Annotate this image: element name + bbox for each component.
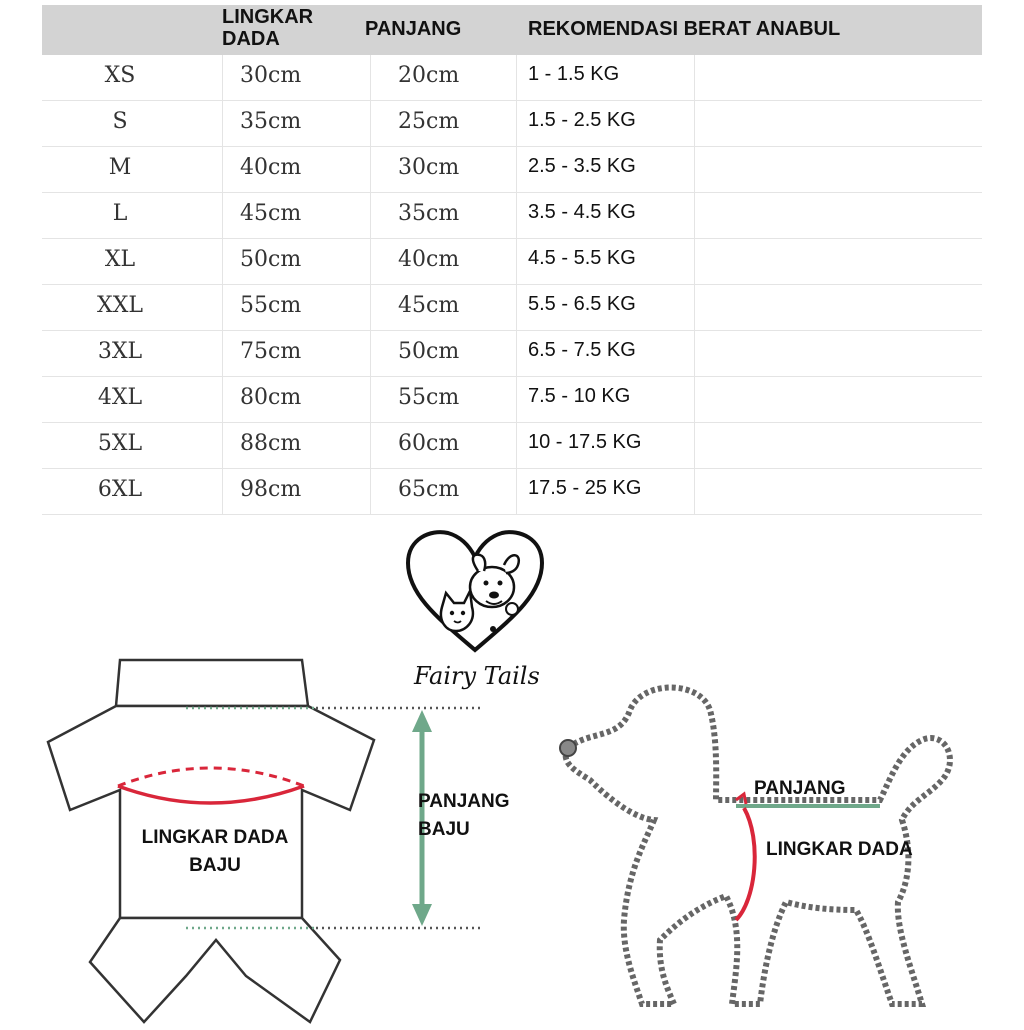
table-cell-weight: 6.5 - 7.5 KG (528, 339, 636, 361)
table-cell-chest: 80cm (240, 385, 302, 410)
table-cell-size: S (112, 109, 128, 134)
header-chest: LINGKAR DADA (222, 6, 314, 50)
table-cell-weight: 1.5 - 2.5 KG (528, 109, 636, 131)
table-cell-weight: 7.5 - 10 KG (528, 385, 631, 407)
table-cell-chest: 35cm (240, 109, 302, 134)
table-cell-length: 60cm (398, 431, 460, 456)
dog-chest-label: LINGKAR DADA (766, 839, 913, 860)
table-cell-chest: 50cm (240, 247, 302, 272)
table-cell-weight: 2.5 - 3.5 KG (528, 155, 636, 177)
table-cell-chest: 45cm (240, 201, 302, 226)
table-cell-chest: 98cm (240, 477, 302, 502)
table-cell-weight: 4.5 - 5.5 KG (528, 247, 636, 269)
table-cell-weight: 17.5 - 25 KG (528, 477, 642, 499)
table-cell-weight: 10 - 17.5 KG (528, 431, 642, 453)
header-length: PANJANG (365, 18, 462, 40)
table-cell-length: 35cm (398, 201, 460, 226)
table-cell-size: XS (104, 63, 136, 88)
table-cell-length: 20cm (398, 63, 460, 88)
table-row-divider (42, 284, 982, 285)
table-row-divider (42, 514, 982, 515)
shirt-chest-label: LINGKAR DADA BAJU (141, 827, 289, 876)
table-row-divider (42, 146, 982, 147)
brand-name: Fairy Tails (414, 662, 540, 690)
shirt-length-label: PANJANG BAJU (418, 791, 510, 840)
table-column-divider (516, 55, 517, 515)
table-cell-length: 40cm (398, 247, 460, 272)
table-column-divider (222, 55, 223, 515)
table-cell-chest: 75cm (240, 339, 302, 364)
table-header-band (42, 5, 982, 55)
table-row-divider (42, 100, 982, 101)
table-row-divider (42, 468, 982, 469)
table-row-divider (42, 330, 982, 331)
table-cell-size: M (108, 155, 132, 180)
header-weight: REKOMENDASI BERAT ANABUL (528, 18, 841, 40)
table-cell-size: XL (104, 247, 136, 272)
table-cell-weight: 3.5 - 4.5 KG (528, 201, 636, 223)
table-cell-length: 55cm (398, 385, 460, 410)
table-row-divider (42, 238, 982, 239)
table-cell-size: 4XL (97, 385, 143, 410)
table-cell-chest: 88cm (240, 431, 302, 456)
table-cell-size: 3XL (97, 339, 143, 364)
table-cell-size: 6XL (97, 477, 143, 502)
table-cell-length: 50cm (398, 339, 460, 364)
table-cell-weight: 1 - 1.5 KG (528, 63, 620, 85)
table-cell-length: 45cm (398, 293, 460, 318)
table-row-divider (42, 422, 982, 423)
table-row-divider (42, 192, 982, 193)
table-column-divider (370, 55, 371, 515)
table-cell-length: 65cm (398, 477, 460, 502)
dog-length-label: PANJANG (754, 778, 846, 799)
table-column-divider (694, 55, 695, 515)
table-cell-size: XXL (97, 293, 143, 318)
table-cell-chest: 30cm (240, 63, 302, 88)
heart-pets-icon (400, 525, 550, 655)
table-cell-chest: 55cm (240, 293, 302, 318)
table-cell-length: 25cm (398, 109, 460, 134)
table-cell-chest: 40cm (240, 155, 302, 180)
table-cell-size: 5XL (97, 431, 143, 456)
table-row-divider (42, 376, 982, 377)
table-cell-size: L (112, 201, 128, 226)
table-cell-length: 30cm (398, 155, 460, 180)
table-cell-weight: 5.5 - 6.5 KG (528, 293, 636, 315)
